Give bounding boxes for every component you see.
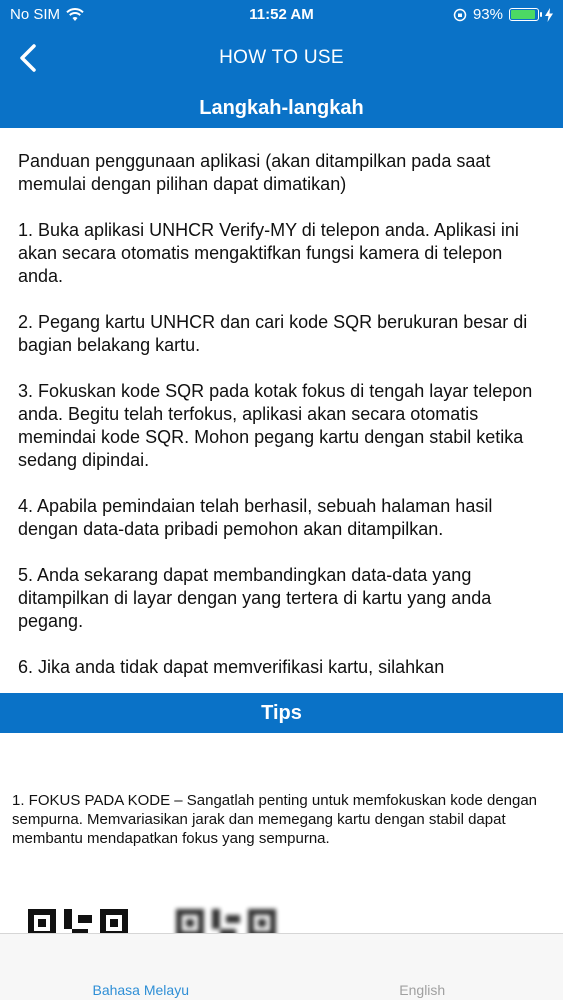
status-bar [0,0,563,30]
tips-header: Tips [0,693,563,733]
carrier-label: No SIM [10,6,61,23]
steps-intro: Panduan penggunaan aplikasi (akan ditampilkan pada saat memulai dengan pilihan dapat dimatikan) [18,151,491,194]
step-item: 1. Buka aplikasi UNHCR Verify-MY di telepon anda. Aplikasi ini akan secara otomatis mengaktifkan fungsi kamera di telepon anda. [18,220,519,286]
tips-content[interactable] [0,733,563,933]
battery-icon [509,8,539,21]
navigation-bar [0,30,563,88]
orientation-lock-icon [453,8,467,22]
tab-bahasa-melayu[interactable]: Bahasa Melayu [92,982,189,998]
battery-percent: 93% [472,6,503,23]
page-title: HOW TO USE [219,47,344,68]
step-item: 4. Apabila pemindaian telah berhasil, sebuah halaman hasil dengan data-data pribadi pemohon akan ditampilkan. [18,496,493,539]
tip-item: 1. FOKUS PADA KODE – Sangatlah penting untuk memfokuskan kode dengan sempurna. Memvariasikan jarak dan memegang kartu dengan stabil dapat membantu mendapatkan fokus yang sempurna. [12,792,538,847]
steps-content[interactable] [0,128,563,681]
charging-icon [545,8,553,22]
status-time: 11:52 AM [249,6,314,23]
tab-english[interactable]: English [399,982,446,998]
steps-header: Langkah-langkah [0,88,563,128]
step-item: 2. Pegang kartu UNHCR dan cari kode SQR berukuran besar di bagian belakang kartu. [18,312,528,355]
language-tab-bar [0,933,563,1000]
step-item: 5. Anda sekarang dapat membandingkan data-data yang ditampilkan di layar dengan yang tertera di kartu yang anda pegang. [18,565,492,631]
step-item: 6. Jika anda tidak dapat memverifikasi kartu, silahkan [18,657,445,677]
step-item: 3. Fokuskan kode SQR pada kotak fokus di tengah layar telepon anda. Begitu telah terfokus, aplikasi akan secara otomatis memindai kode SQR. Mohon pegang kartu dengan stabil ketika sedang dipindai. [18,381,533,470]
battery-fill [511,10,535,19]
